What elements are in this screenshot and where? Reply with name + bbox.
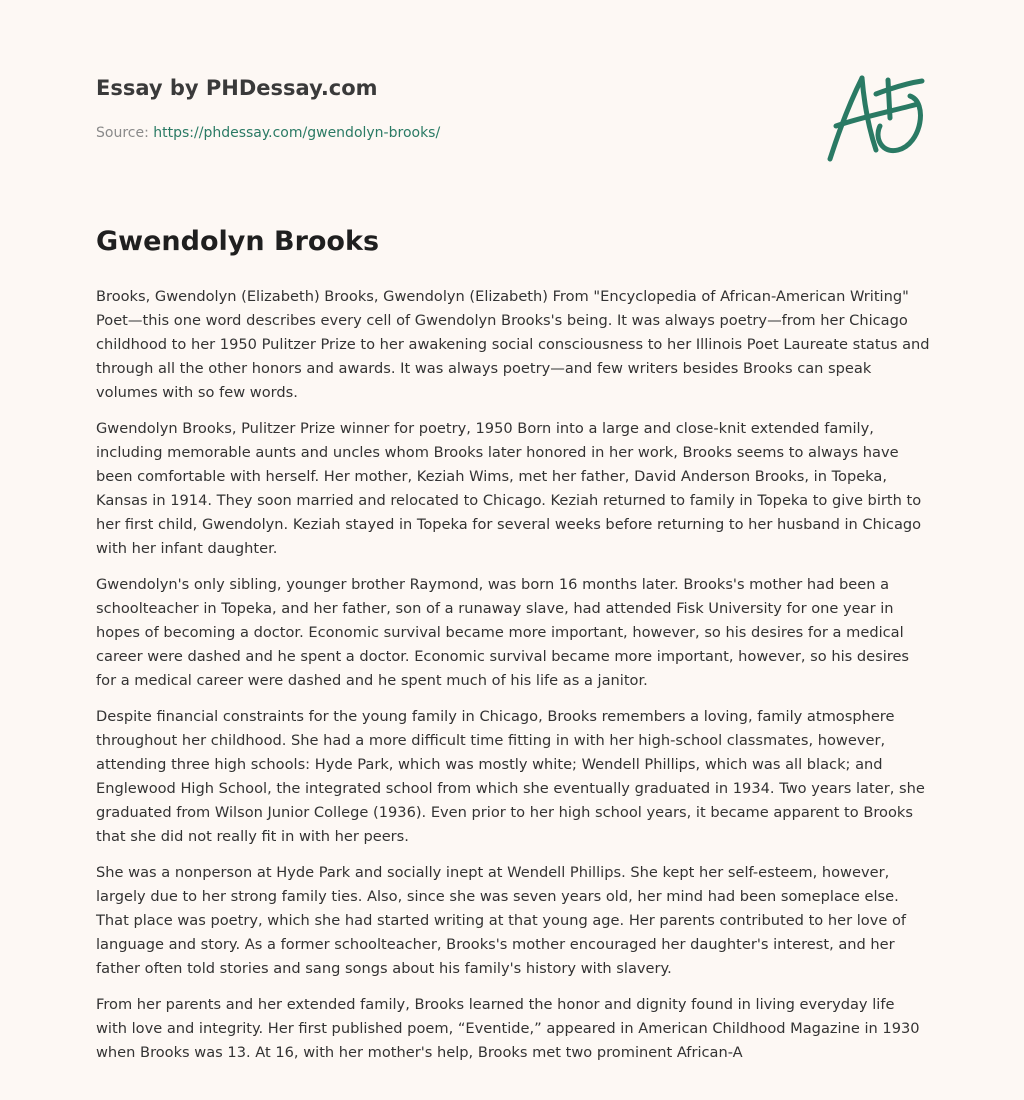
essay-paragraph: Gwendolyn Brooks, Pulitzer Prize winner for poetry, 1950 Born into a large and close-knit extended family, including memorable aunts and uncles whom Brooks later honored in her work, Brooks seems to always have been comfortable with herself. Her mother, Keziah Wims, met her father, David Anderson Brooks, in Topeka, Kansas in 1914. They soon married and relocated to Chicago. Keziah returned to family in Topeka to give birth to her first child, Gwendolyn. Keziah stayed in Topeka for several weeks before returning to her husband in Chicago with her infant daughter.	[96, 420, 922, 557]
essay-paragraph: From her parents and her extended family, Brooks learned the honor and dignity found in living everyday life with love and integrity. Her first published poem, “Eventide,” appeared in American Childhood Magazine in 1930 when Brooks was 13. At 16, with her mother's help, Brooks met two prominent African-A	[96, 996, 920, 1061]
essay-title: Gwendolyn Brooks	[96, 226, 380, 257]
a-plus-logo-icon	[818, 66, 930, 166]
source-line	[96, 125, 440, 141]
site-title: Essay by PHDessay.com	[96, 76, 378, 100]
source-link[interactable]: https://phdessay.com/gwendolyn-brooks/	[153, 125, 441, 141]
source-label: Source:	[96, 125, 154, 141]
essay-paragraph: She was a nonperson at Hyde Park and socially inept at Wendell Phillips. She kept her self-esteem, however, largely due to her strong family ties. Also, since she was seven years old, her mind had been someplace else. That place was poetry, which she had started writing at that young age. Her parents contributed to her love of language and story. As a former schoolteacher, Brooks's mother encouraged her daughter's interest, and her father often told stories and sang songs about his family's history with slavery.	[96, 864, 907, 977]
essay-paragraph: Brooks, Gwendolyn (Elizabeth) Brooks, Gwendolyn (Elizabeth) From "Encyclopedia of African-American Writing" Poet—this one word describes every cell of Gwendolyn Brooks's being. It was always poetry—from her Chicago childhood to her 1950 Pulitzer Prize to her awakening social consciousness to her Illinois Poet Laureate status and through all the other honors and awards. It was always poetry—and few writers besides Brooks can speak volumes with so few words.	[96, 288, 930, 401]
essay-body	[96, 285, 930, 1077]
essay-paragraph: Gwendolyn's only sibling, younger brother Raymond, was born 16 months later. Brooks's mother had been a schoolteacher in Topeka, and her father, son of a runaway slave, had attended Fisk University for one year in hopes of becoming a doctor. Economic survival became more important, however, so his desires for a medical career were dashed and he spent a doctor. Economic survival became more important, however, so his desires for a medical career were dashed and he spent much of his life as a janitor.	[96, 576, 910, 689]
essay-paragraph: Despite financial constraints for the young family in Chicago, Brooks remembers a loving, family atmosphere throughout her childhood. She had a more difficult time fitting in with her high-school classmates, however, attending three high schools: Hyde Park, which was mostly white; Wendell Phillips, which was all black; and Englewood High School, the integrated school from which she eventually graduated in 1934. Two years later, she graduated from Wilson Junior College (1936). Even prior to her high school years, it became apparent to Brooks that she did not really fit in with her peers.	[96, 708, 925, 845]
